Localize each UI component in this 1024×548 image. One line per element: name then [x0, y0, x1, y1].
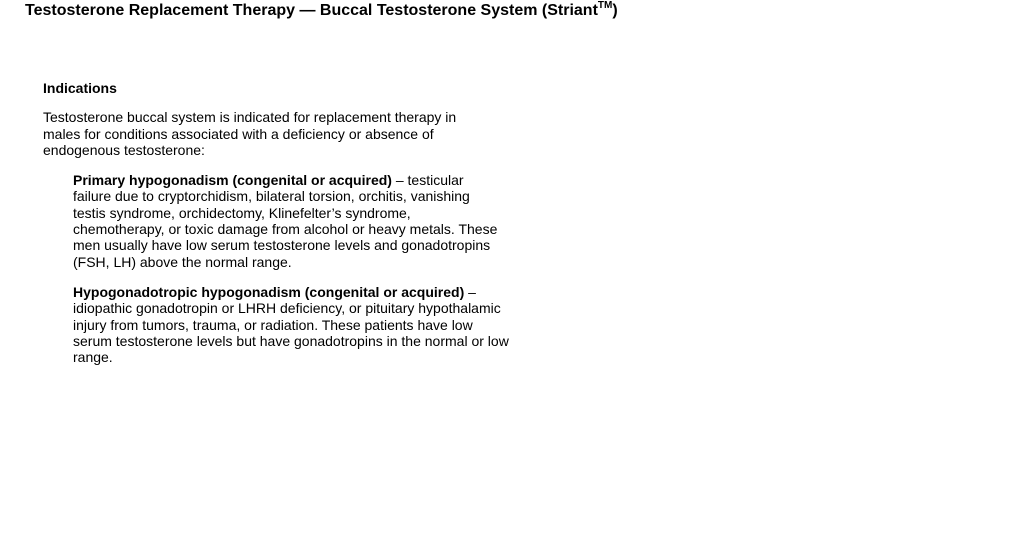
indication-term: Primary hypogonadism (congenital or acquired): [73, 172, 392, 189]
intro-paragraph: Testosterone buccal system is indicated for replacement therapy in males for conditions associated with a deficiency or absence of endogenous testosterone:: [43, 109, 457, 158]
indication-hypogonadotropic-hypogonadism: [73, 284, 513, 365]
indication-term: Hypogonadotropic hypogonadism (congenital or acquired): [73, 283, 465, 300]
indication-description: – testicular failure due to cryptorchidism, bilateral torsion, orchitis, vanishing testis syndrome, orchidectomy, Klinefelter’s syndrome, chemotherapy, or toxic damage from alcohol or heavy metals. These men usually have low serum testosterone levels and gonadotropins (FSH, LH) above the normal range.: [73, 172, 498, 270]
indication-description: – idiopathic gonadotropin or LHRH deficiency, or pituitary hypothalamic injury from tumors, trauma, or radiation. These patients have low serum testosterone levels but have gonadotropins in the normal or low range.: [73, 283, 509, 366]
document-body: [43, 80, 513, 379]
page-title-close: ): [612, 2, 618, 19]
indication-primary-hypogonadism: [73, 172, 503, 270]
page-title: [25, 1, 618, 21]
trademark-superscript: TM: [597, 0, 613, 11]
page-title-text: Testosterone Replacement Therapy — Buccal Testosterone System (Striant: [25, 2, 598, 19]
section-heading: Indications: [43, 80, 117, 96]
